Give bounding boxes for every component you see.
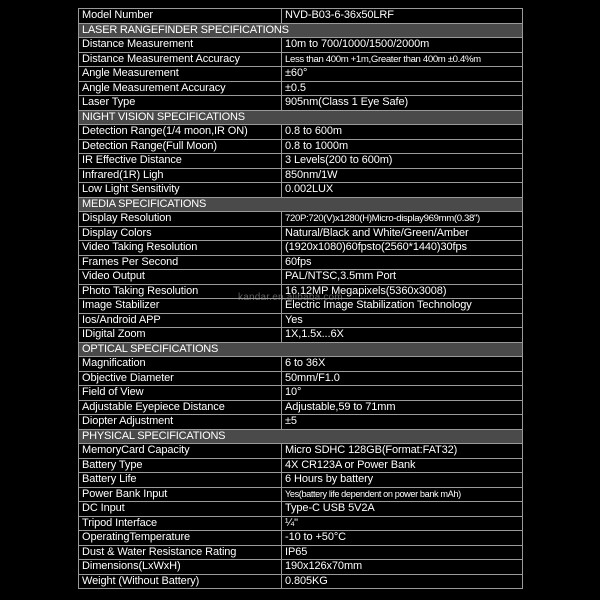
spec-label: Infrared(1R) Ligh [79,168,282,183]
spec-label: Model Number [79,9,282,24]
spec-value: 0.8 to 1000m [282,139,523,154]
spec-row [79,313,523,328]
spec-row [79,386,523,401]
spec-value: 1X,1.5x...6X [282,328,523,343]
spec-label: Distance Measurement Accuracy [79,52,282,67]
spec-value: 0.002LUX [282,183,523,198]
spec-label: Image Stabilizer [79,299,282,314]
spec-value: 6 Hours by battery [282,473,523,488]
spec-row [79,473,523,488]
spec-label: Ios/Android APP [79,313,282,328]
spec-row [79,400,523,415]
spec-label: Angle Measurement [79,67,282,82]
spec-row [79,212,523,227]
spec-value: Micro SDHC 128GB(Format:FAT32) [282,444,523,459]
spec-value: ±0.5 [282,81,523,96]
spec-row [79,125,523,140]
spec-label: Detection Range(Full Moon) [79,139,282,154]
spec-value: 3 Levels(200 to 600m) [282,154,523,169]
section-header [79,342,523,357]
spec-label: Weight (Without Battery) [79,574,282,589]
spec-value: Electric Image Stabilization Technology [282,299,523,314]
section-header [79,23,523,38]
spec-value: Yes [282,313,523,328]
spec-label: Battery Life [79,473,282,488]
spec-row [79,183,523,198]
spec-sheet [78,8,522,589]
spec-table-body [79,9,523,589]
spec-label: Detection Range(1/4 moon,IR ON) [79,125,282,140]
spec-row [79,154,523,169]
spec-label: Low Light Sensitivity [79,183,282,198]
spec-value: 16.12MP Megapixels(5360x3008) [282,284,523,299]
section-title: LASER RANGEFINDER SPECIFICATIONS [79,23,523,38]
spec-value: (1920x1080)60fpsto(2560*1440)30fps [282,241,523,256]
spec-row [79,284,523,299]
spec-value: 905nm(Class 1 Eye Safe) [282,96,523,111]
spec-value: Adjustable,59 to 71mm [282,400,523,415]
section-title: PHYSICAL SPECIFICATIONS [79,429,523,444]
spec-row [79,299,523,314]
spec-row [79,38,523,53]
spec-row [79,560,523,575]
spec-label: Objective Diameter [79,371,282,386]
spec-value: 6 to 36X [282,357,523,372]
spec-value: 0.8 to 600m [282,125,523,140]
spec-row [79,444,523,459]
spec-label: Diopter Adjustment [79,415,282,430]
spec-value: Less than 400m +1m,Greater than 400m ±0.4%m [282,52,523,67]
spec-label: IDigital Zoom [79,328,282,343]
spec-row [79,226,523,241]
spec-label: Distance Measurement [79,38,282,53]
spec-value: 60fps [282,255,523,270]
section-title: MEDIA SPECIFICATIONS [79,197,523,212]
spec-value: 4X CR123A or Power Bank [282,458,523,473]
spec-label: Display Colors [79,226,282,241]
spec-value: 0.805KG [282,574,523,589]
spec-row [79,139,523,154]
spec-row [79,328,523,343]
spec-row [79,487,523,502]
spec-row [79,81,523,96]
spec-label: Magnification [79,357,282,372]
spec-row [79,458,523,473]
spec-value: 190x126x70mm [282,560,523,575]
spec-value: 10° [282,386,523,401]
spec-label: Power Bank Input [79,487,282,502]
section-header [79,429,523,444]
spec-label: Tripod Interface [79,516,282,531]
spec-value: Natural/Black and White/Green/Amber [282,226,523,241]
section-title: NIGHT VISION SPECIFICATIONS [79,110,523,125]
spec-row [79,96,523,111]
spec-row [79,574,523,589]
spec-row [79,516,523,531]
spec-row [79,415,523,430]
section-header [79,197,523,212]
spec-row [79,371,523,386]
spec-value: ¼" [282,516,523,531]
spec-row [79,545,523,560]
spec-value: 850nm/1W [282,168,523,183]
spec-label: Video Taking Resolution [79,241,282,256]
watermark-text: kandar.en.alibaba.com [238,292,343,303]
section-title: OPTICAL SPECIFICATIONS [79,342,523,357]
spec-value: 50mm/F1.0 [282,371,523,386]
spec-label: MemoryCard Capacity [79,444,282,459]
spec-label: Adjustable Eyepiece Distance [79,400,282,415]
spec-label: Battery Type [79,458,282,473]
spec-row [79,531,523,546]
spec-label: Laser Type [79,96,282,111]
spec-row [79,502,523,517]
spec-label: Display Resolution [79,212,282,227]
section-header [79,110,523,125]
spec-value: Type-C USB 5V2A [282,502,523,517]
spec-value: ±60° [282,67,523,82]
spec-value: PAL/NTSC,3.5mm Port [282,270,523,285]
spec-value: Yes(battery life dependent on power bank mAh) [282,487,523,502]
spec-row [79,168,523,183]
spec-label: Dust & Water Resistance Rating [79,545,282,560]
spec-label: IR Effective Distance [79,154,282,169]
spec-row [79,67,523,82]
spec-value: IP65 [282,545,523,560]
spec-value: 10m to 700/1000/1500/2000m [282,38,523,53]
spec-label: OperatingTemperature [79,531,282,546]
spec-row [79,52,523,67]
spec-value: ±5 [282,415,523,430]
spec-label: Frames Per Second [79,255,282,270]
spec-label: DC Input [79,502,282,517]
spec-label: Field of View [79,386,282,401]
spec-row [79,357,523,372]
spec-row [79,241,523,256]
spec-row [79,9,523,24]
spec-label: Video Output [79,270,282,285]
spec-row [79,255,523,270]
spec-value: 720P:720(V)x1280(H)Micro-display969mm(0.38") [282,212,523,227]
spec-value: -10 to +50°C [282,531,523,546]
spec-label: Dimensions(LxWxH) [79,560,282,575]
spec-row [79,270,523,285]
spec-table [78,8,523,589]
spec-label: Photo Taking Resolution [79,284,282,299]
spec-label: Angle Measurement Accuracy [79,81,282,96]
spec-value: NVD-B03-6-36x50LRF [282,9,523,24]
